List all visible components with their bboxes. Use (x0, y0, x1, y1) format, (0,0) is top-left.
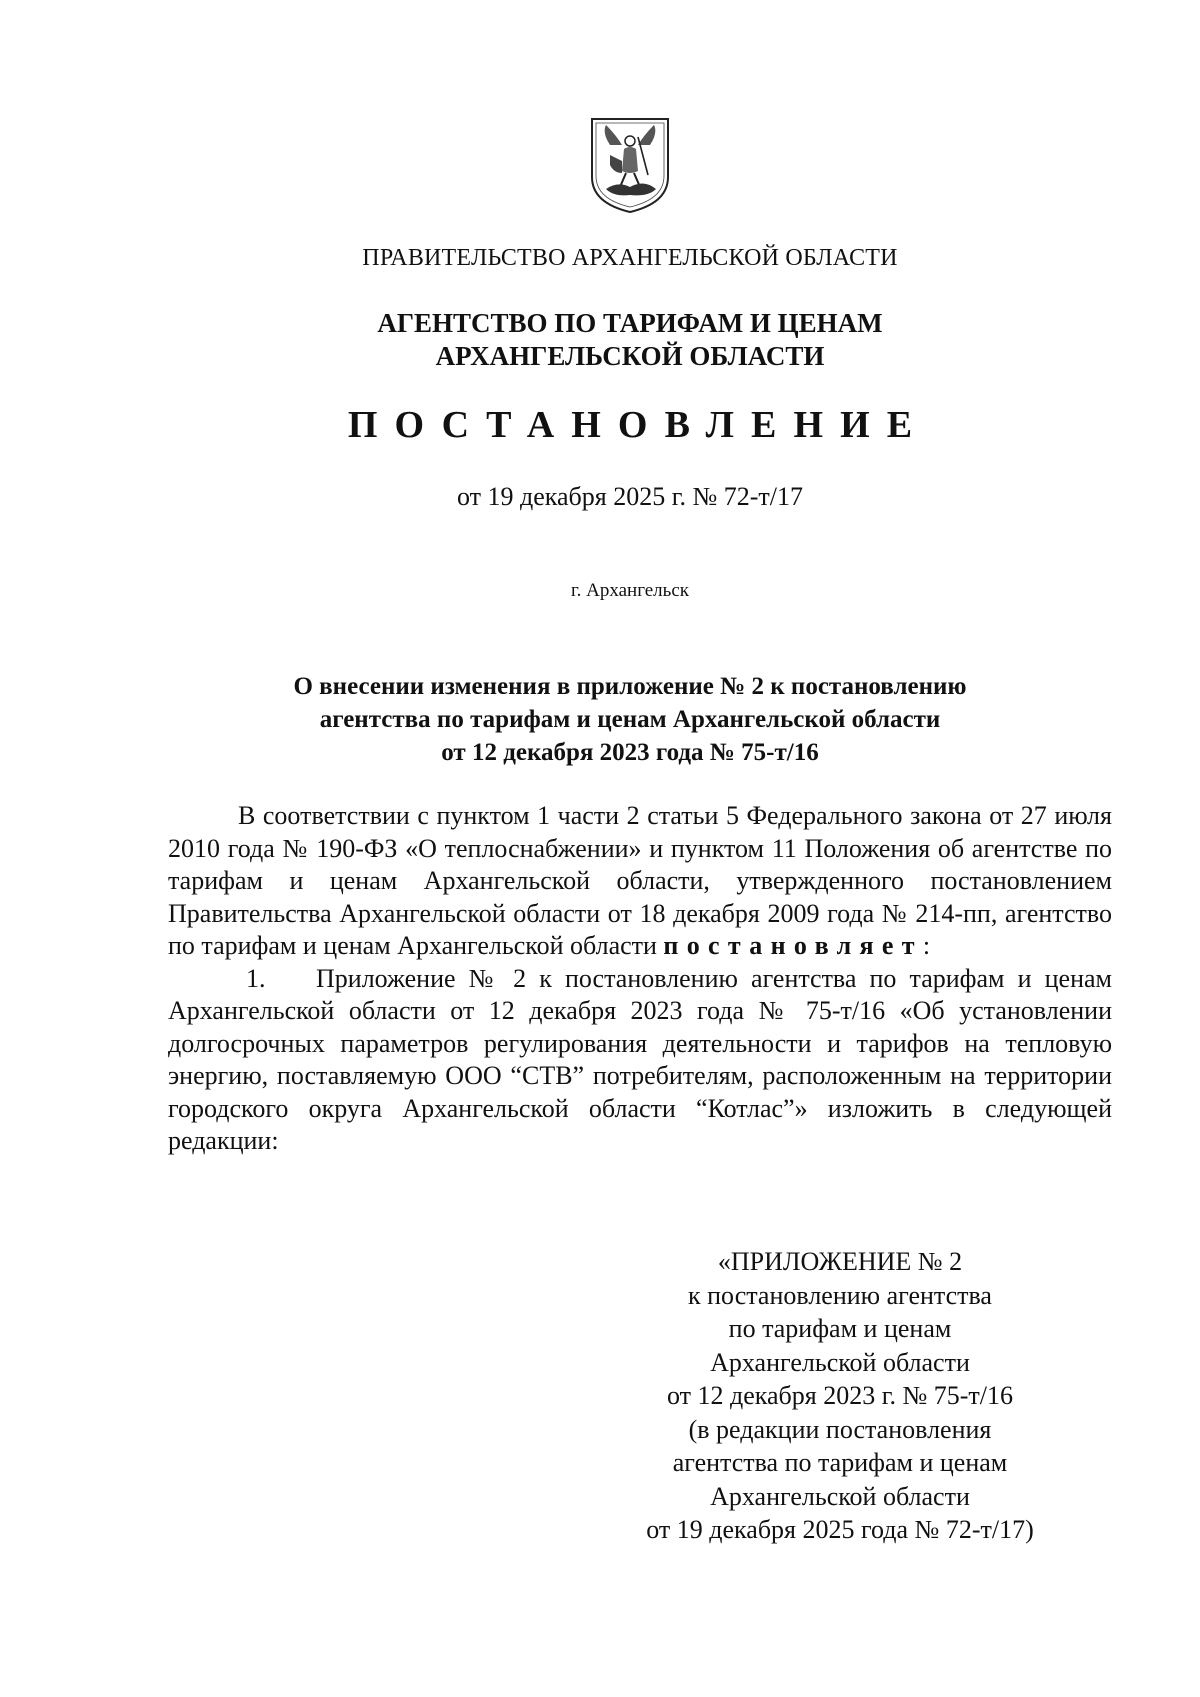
item-1-text: Приложение № 2 к постановлению агентства по тарифам и ценам Архангельской области от 12 декабря 2023 года № 75-т/16 «Об установлении долгосрочных параметров регулирования деятельности и тарифов на тепловую энергию, поставляемую ООО “СТВ” потребителям, расположенным на территории городского округа Архангельской области “Котлас”» изложить в следующей редакции: (168, 963, 1112, 1155)
document-body (168, 800, 1112, 1158)
agency-name-line1: АГЕНТСТВО ПО ТАРИФАМ И ЦЕНАМ (377, 308, 883, 338)
appendix-line: Архангельской области (710, 1481, 970, 1511)
document-subject (0, 670, 1200, 769)
appendix-line: от 19 декабря 2025 года № 72-т/17) (646, 1515, 1034, 1544)
document-date-number: от 19 декабря 2025 г. № 72-т/17 (456, 482, 804, 511)
appendix-line: по тарифам и ценам (728, 1314, 952, 1343)
appendix-line: «ПРИЛОЖЕНИЕ № 2 (717, 1247, 963, 1276)
subject-line1: О внесении изменения в приложение № 2 к постановлению (293, 673, 967, 700)
decree-colon: : (922, 931, 931, 960)
government-name: ПРАВИТЕЛЬСТВО АРХАНГЕЛЬСКОЙ ОБЛАСТИ (362, 245, 898, 271)
decree-word: постановляет (663, 931, 923, 960)
appendix-line: от 12 декабря 2023 г. № 75-т/16 (666, 1381, 1014, 1410)
appendix-line: к постановлению агентства (688, 1280, 992, 1310)
document-city: г. Архангельск (570, 580, 689, 601)
agency-name (0, 307, 1200, 373)
preamble-text: В соответствии с пунктом 1 части 2 статьи 5 Федерального закона от 27 июля 2010 года № 190-ФЗ «О теплоснабжении» и пунктом 11 Положения об агентстве по тарифам и ценам Архангельской области, утвержденного постановлением Правительства Архангельской области от 18 декабря 2009 года № 214-пп, агентство по тарифам и ценам Архангельской области (168, 801, 1112, 960)
subject-line2: агентства по тарифам и ценам Архангельской области (319, 706, 941, 733)
document-type: ПОСТАНОВЛЕНИЕ (347, 404, 930, 446)
appendix-line: агентства по тарифам и ценам (672, 1448, 1008, 1477)
agency-name-line2: АРХАНГЕЛЬСКОЙ ОБЛАСТИ (435, 341, 825, 371)
subject-line3: от 12 декабря 2023 года № 75-т/16 (441, 739, 819, 766)
appendix-heading (600, 1245, 1080, 1547)
coat-of-arms-icon (588, 115, 672, 215)
appendix-line: (в редакции постановления (688, 1414, 992, 1444)
preamble-paragraph (168, 800, 1112, 963)
appendix-line: Архангельской области (710, 1347, 970, 1377)
item-1-number: 1. (246, 963, 266, 993)
item-1-paragraph (168, 963, 1112, 1158)
